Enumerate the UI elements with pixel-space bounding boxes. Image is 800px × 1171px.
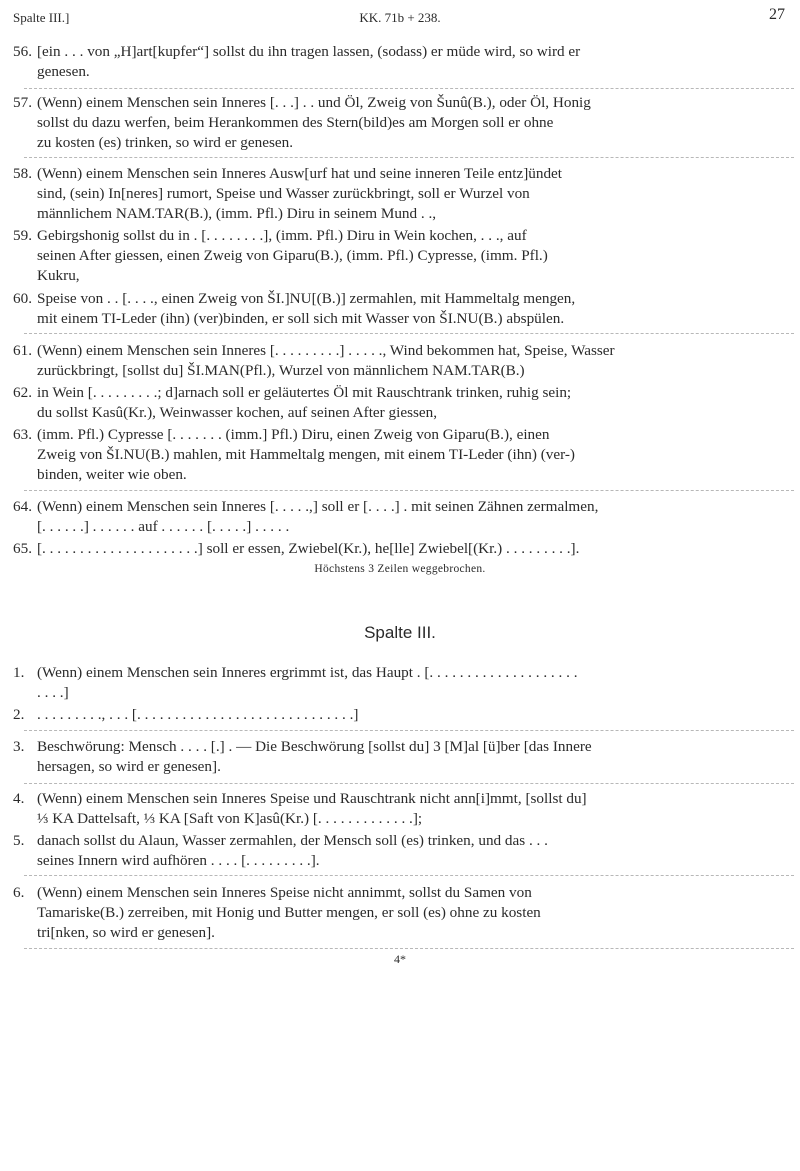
divider (24, 783, 794, 784)
entry-line: . . . . . . . . ., . . . [. . . . . . . . . . . . . . . . . . . . . . . . . . . . .] (37, 706, 359, 723)
entry-line: [ein . . . von „H]art[kupfer“] sollst du ihn tragen lassen, (sodass) er müde wird, so wird er (37, 43, 581, 60)
header-column-label: Spalte III.] (13, 10, 70, 25)
entry-62 (13, 383, 785, 423)
entry-line: danach sollst du Alaun, Wasser zermahlen, der Mensch soll (es) trinken, und das . . . (37, 832, 548, 849)
entry-line: genesen. (37, 63, 90, 80)
entry-58 (13, 164, 785, 224)
entry-number: 60. (13, 290, 32, 307)
section-heading: Spalte III. (364, 623, 436, 642)
entry-number: 61. (13, 342, 32, 359)
entry-number: 63. (13, 426, 32, 443)
page-header (0, 6, 800, 28)
entry-6 (13, 883, 785, 943)
entry-line: Tamariske(B.) zerreiben, mit Honig und Butter mengen, er soll (es) ohne zu kosten (37, 904, 541, 921)
entry-line: [. . . . . .] . . . . . . auf . . . . . . [. . . . .] . . . . . (37, 518, 290, 535)
divider (24, 490, 794, 491)
entry-number: 3. (13, 738, 25, 755)
entry-line: du sollst Kasû(Kr.), Weinwasser kochen, auf seinen After giessen, (37, 404, 438, 421)
entry-line: Kukru, (37, 267, 80, 284)
entry-number: 56. (13, 43, 32, 60)
entry-line: mit einem TI-Leder (ihn) (ver)binden, er soll sich mit Wasser von ŠI.NU(B.) abspülen. (37, 310, 565, 327)
entry-line: ⅓ KA Dattelsaft, ⅓ KA [Saft von K]asû(Kr.) [. . . . . . . . . . . . .]; (37, 810, 423, 827)
entry-line: sollst du dazu werfen, beim Herankommen des Stern(bild)es am Morgen soll er ohne (37, 114, 554, 131)
entry-line: Gebirgshonig sollst du in . [. . . . . . . .], (imm. Pfl.) Diru in Wein kochen, . . ., auf (37, 227, 527, 244)
entry-57 (13, 93, 785, 153)
entry-1 (13, 663, 785, 703)
entry-number: 62. (13, 384, 32, 401)
entry-line: . . . .] (37, 684, 69, 701)
entry-line: in Wein [. . . . . . . . .; d]arnach soll er geläutertes Öl mit Rauschtrank trinken, ruhig sein; (37, 384, 572, 401)
entry-line: männlichem NAM.TAR(B.), (imm. Pfl.) Diru in seinem Mund . ., (37, 205, 437, 222)
entry-63 (13, 425, 785, 485)
entry-line: (Wenn) einem Menschen sein Inneres Speise und Rauschtrank nicht ann[i]mmt, [sollst du] (37, 790, 587, 807)
entry-line: zurückbringt, [sollst du] ŠI.MAN(Pfl.), Wurzel von männlichem NAM.TAR(B.) (37, 362, 525, 379)
entry-59 (13, 226, 785, 286)
entry-number: 2. (13, 706, 25, 723)
entry-60 (13, 289, 785, 329)
divider (24, 875, 794, 876)
entry-line: (imm. Pfl.) Cypresse [. . . . . . . (imm.] Pfl.) Diru, einen Zweig von Giparu(B.), einen (37, 426, 550, 443)
entry-line: seines Innern wird aufhören . . . . [. . . . . . . . .]. (37, 852, 320, 869)
entry-line: (Wenn) einem Menschen sein Inneres Ausw[urf hat und seine inneren Teile entz]ündet (37, 165, 563, 182)
entry-line: tri[nken, so wird er genesen]. (37, 924, 215, 941)
entry-61 (13, 341, 785, 381)
entry-3 (13, 737, 785, 777)
entry-line: (Wenn) einem Menschen sein Inneres Speise nicht annimmt, sollst du Samen von (37, 884, 532, 901)
divider (24, 948, 794, 949)
entry-2 (13, 705, 785, 725)
signature-mark: 4* (394, 952, 406, 966)
entry-5 (13, 831, 785, 871)
lacuna-note: Höchstens 3 Zeilen weggebrochen. (314, 563, 486, 575)
divider (24, 730, 794, 731)
divider (24, 333, 794, 334)
entry-line: [. . . . . . . . . . . . . . . . . . . . .] soll er essen, Zwiebel(Kr.), he[lle] Zwiebel[(Kr.) . . . . . . . . .]. (37, 540, 580, 557)
header-reference: KK. 71b + 238. (359, 10, 441, 25)
entry-65 (13, 539, 785, 559)
entry-line: sind, (sein) In[neres] rumort, Speise und Wasser zurückbringt, soll er Wurzel von (37, 185, 530, 202)
entry-number: 4. (13, 790, 25, 807)
entry-number: 59. (13, 227, 32, 244)
entry-line: (Wenn) einem Menschen sein Inneres [. . .] . . und Öl, Zweig von Šunû(B.), oder Öl, Honig (37, 94, 591, 111)
divider (24, 157, 794, 158)
entry-line: binden, weiter wie oben. (37, 466, 187, 483)
entry-number: 5. (13, 832, 25, 849)
entry-number: 1. (13, 664, 25, 681)
entry-number: 65. (13, 540, 32, 557)
header-page-number: 27 (769, 6, 785, 23)
entry-number: 58. (13, 165, 32, 182)
entry-number: 6. (13, 884, 25, 901)
entry-line: (Wenn) einem Menschen sein Inneres ergrimmt ist, das Haupt . [. . . . . . . . . . . . . . . . . . . . (37, 664, 578, 681)
entry-number: 64. (13, 498, 32, 515)
entry-4 (13, 789, 785, 829)
entry-line: hersagen, so wird er genesen]. (37, 758, 221, 775)
entry-line: Speise von . . [. . . ., einen Zweig von ŠI.]NU[(B.)] zermahlen, mit Hammeltalg mengen, (37, 290, 576, 307)
entry-line: seinen After giessen, einen Zweig von Giparu(B.), (imm. Pfl.) Cypresse, (imm. Pfl.) (37, 247, 548, 264)
entry-line: (Wenn) einem Menschen sein Inneres [. . . . .,] soll er [. . . .] . mit seinen Zähnen zermalmen, (37, 498, 599, 515)
entry-56 (13, 42, 785, 82)
entry-line: (Wenn) einem Menschen sein Inneres [. . . . . . . . .] . . . . ., Wind bekommen hat, Speise, Wasser (37, 342, 615, 359)
divider (24, 88, 794, 89)
entry-line: Beschwörung: Mensch . . . . [.] . — Die Beschwörung [sollst du] 3 [M]al [ü]ber [das Innere (37, 738, 592, 755)
entry-line: Zweig von ŠI.NU(B.) mahlen, mit Hammeltalg mengen, mit einem TI-Leder (ihn) (ver-) (37, 446, 575, 463)
entry-line: zu kosten (es) trinken, so wird er genesen. (37, 134, 293, 151)
entry-number: 57. (13, 94, 32, 111)
entry-64 (13, 497, 785, 537)
